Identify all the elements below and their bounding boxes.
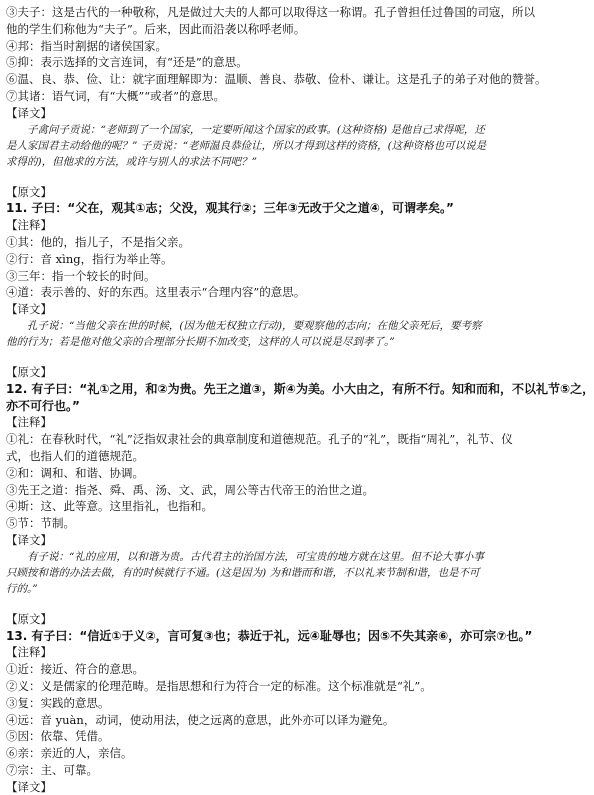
note-line: ②义：义是儒家的伦理范畴。是指思想和行为符合一定的标准。这个标准就是“礼”。 [6,678,432,693]
note-line: ①礼：在春秋时代，“礼”泛指奴隶社会的典章制度和道德规范。孔子的“礼”，既指“周礼”，礼节、仪 [6,432,513,447]
note-line: ⑦其诸：语气词，有“大概”“或者”的意思。 [6,88,226,103]
section-header-original: 【原文】 [6,184,52,199]
passage-title-11: 11. 子曰：“父在，观其①志；父没，观其行②；三年③无改于父之道④，可谓孝矣。” [6,201,454,216]
note-line: ④邦：指当时割据的诸侯国家。 [6,38,167,53]
note-line: ③先王之道：指尧、舜、禹、汤、文、武，周公等古代帝王的治世之道。 [6,482,374,497]
section-header-translation: 【译文】 [6,532,52,547]
note-line: ⑤抑：表示选择的文言连词，有“还是”的意思。 [6,55,248,70]
translation-line: 求得的)，但他求的方法，或许与别人的求法不同吧？” [6,155,257,168]
note-line: ③三年：指一个较长的时间。 [6,268,156,283]
translation-line: 孔子说：“当他父亲在世的时候，(因为他无权独立行动)，要观察他的志向；在他父亲死后，要考察 [27,319,482,332]
note-line: ①近：接近、符合的意思。 [6,662,144,677]
translation-line: 是人家国君主动给他的呢？” 子贡说：“老师温良恭俭让，所以才得到这样的资格，(这种资格也可以说是 [6,139,487,152]
note-line: ⑤因：依靠、凭借。 [6,729,110,744]
translation-line: 他的行为；若是他对他父亲的合理部分长期不加改变，这样的人可以说是尽到孝了。” [6,335,395,348]
translation-section-11 [6,318,504,350]
note-line: ④远：音 yuàn，动词，使动用法，使之远离的意思，此外亦可以译为避免。 [6,712,395,727]
section-header-notes: 【注释】 [6,645,52,660]
note-line: ⑤节：节制。 [6,516,75,531]
section-header-original: 【原文】 [6,611,52,626]
notes-section-10 [6,4,547,105]
note-line: ⑥温、良、恭、俭、让：就字面理解即为：温顺、善良、恭敬、俭朴、谦让。这是孔子的弟子对他的赞誉。 [6,72,547,87]
translation-line: 有子说：“礼的应用，以和谐为贵。古代君主的治国方法，可宝贵的地方就在这里。但不论大事小事 [27,550,484,563]
notes-section-12 [6,431,513,532]
note-line: 式，也指人们的道德规范。 [6,448,144,463]
translation-section-12 [6,549,504,597]
note-line: ③复：实践的意思。 [6,695,110,710]
translation-line: 行的。” [6,582,38,595]
notes-section-13 [6,661,504,779]
translation-section-10 [6,122,504,170]
translation-line: 子禽问子贡说：“老师到了一个国家，一定要听闻这个国家的政事。(这种资格) 是他自己求得呢，还 [27,123,485,136]
section-header-original: 【原文】 [6,364,52,379]
passage-title-12-cont: 亦不可行也。” [6,398,80,413]
note-line: ④斯：这、此等意。这里指礼，也指和。 [6,499,213,514]
section-header-translation: 【译文】 [6,302,52,317]
passage-title-12: 12. 有子曰：“礼①之用，和②为贵。先王之道③，斯④为美。小大由之，有所不行。知和而和，不以礼节⑤之， [6,381,594,396]
note-line: ①其：他的，指儿子，不是指父亲。 [6,234,190,249]
notes-section-11 [6,234,504,301]
section-header-translation: 【译文】 [6,779,52,794]
note-line: ③夫子：这是古代的一种敬称，凡是做过大夫的人都可以取得这一称谓。孔子曾担任过鲁国的司寇，所以 [6,5,535,19]
note-line: ②和：调和、和谐、协调。 [6,465,144,480]
translation-line: 只顾按和谐的办法去做，有的时候就行不通。(这是因为) 为和谐而和谐，不以礼来节制和谐，也是不可 [6,566,480,579]
section-header-notes: 【注释】 [6,415,52,430]
section-header-translation: 【译文】 [6,105,52,120]
note-line: ④道：表示善的、好的东西。这里表示“合理内容”的意思。 [6,285,306,300]
note-line: ②行：音 xìng，指行为举止等。 [6,251,173,266]
note-line: ⑥亲：亲近的人，亲信。 [6,746,133,761]
note-line: ⑦宗：主、可靠。 [6,762,98,777]
note-line: 他的学生们称他为“夫子”。后来，因此而沿袭以称呼老师。 [6,21,306,36]
section-header-notes: 【注释】 [6,218,52,233]
passage-title-13: 13. 有子曰：“信近①于义②，言可复③也；恭近于礼，远④耻辱也；因⑤不失其亲⑥，亦可宗⑦也。” [6,628,533,643]
